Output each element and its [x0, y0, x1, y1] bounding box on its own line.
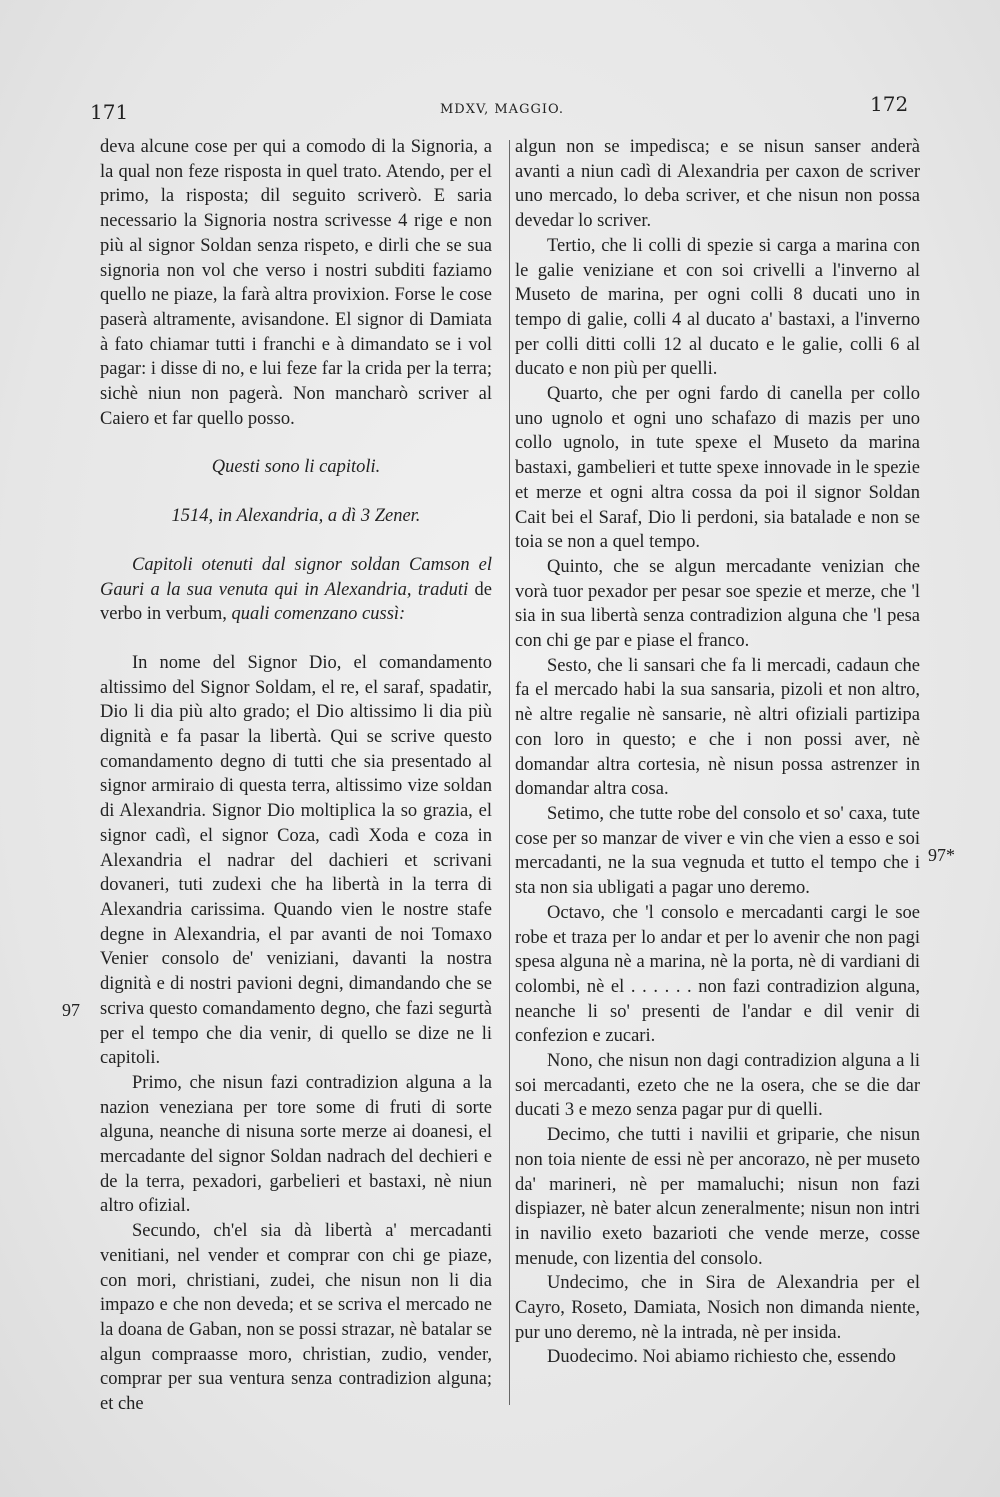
- paragraph: Quinto, che se algun mercadante venizian che vorà tuor pexador per pesar soe spezie et merze, che 'l sia in sua libertà senza contradizion alguna che 'l pesa con chi ge par e piase el franco.: [515, 556, 920, 652]
- paragraph: Duodecimo. Noi abiamo richiesto che, essendo: [547, 1347, 896, 1368]
- paragraph: Setimo, che tutte robe del consolo et so' caxa, tute cose per so manzar de viver e vin che vien a esso e soi mercadanti, ne la sua vegnuda et tutto el tempo che i sta non sia ubligati a pagar uno deremo.: [515, 803, 920, 899]
- paragraph: algun non se impedisca; e se nisun sanser anderà avanti a niun cadì di Alexandria per caxon de scriver uno mercado, lo deba scriver, et che nisun non possa devedar lo scriver.: [515, 137, 920, 232]
- paragraph: In nome del Signor Dio, el comandamento altissimo del Signor Soldam, el re, el saraf, spadatir, Dio li dia più alto grado; el Dio altissimo li dia più dignità e fa pasar la libertà. Qui se scrive questo comandamento degno di tutti che sia presentado al signor armiraio di questa terra, altissimo vize soldan di Alexandria. Signor Dio moltiplica la so grazia, el signor cadì, el signor Coza, cadì Xoda e coza in Alexandria el nadrar del dachieri et scrivani dovaneri, tuti zudexi che ha libertà in la terra di Alexandria carissima. Quando vien le nostre stafe degne in Alexandria, el par avanti de noi Tomaxo Venier consolo de' veniziani, davanti la nostra dignità e di nostri pavioni degni, dimandando che se scriva questo comandamento degno, che fazi segurtà per el tempo che dia venir, di quello se dize ne li capitoli.: [100, 652, 492, 1069]
- running-title: MDXV, MAGGIO.: [440, 102, 565, 117]
- section-heading: Questi sono li capitoli.: [211, 457, 381, 478]
- paragraph: Primo, che nisun fazi contradizion alguna a la nazion veneziana per tore some di fruti di sorte alguna, neanche di nisuna sorte merze ai doanesi, el mercadante del signor Soldan nadrach del dechieri e de la terra, pexadori, garbelieri et bastaxi, nè niun altro ofizial.: [100, 1072, 492, 1217]
- page-number-right: 172: [870, 92, 909, 116]
- paragraph: Quarto, che per ogni fardo di canella per collo uno ugnolo et ogni uno schafazo di mazis per uno collo ugnolo, in tute spexe el Museto da marina bastaxi, gambelieri et tutte spexe innovade in le spezie et merze et ogni altra cossa da poi il signor Soldan Cait bei el Saraf, Dio li perdoni, sia batalade e non se toia se non a quel tempo.: [515, 384, 920, 553]
- paragraph: Decimo, che tutti i navilii et griparie, che nisun non toia niente de essi nè per ancorazo, nè per museto da' marineri, nè per mamaluchi; nisun non fazi dispiazer, nè bater alcun zeneralmente; nisun non intri in navilio exeto bazarioti che vende merze, cosse menude, con lizentia del consolo.: [515, 1125, 920, 1269]
- margin-note-left: 97: [62, 1000, 80, 1020]
- left-column: [100, 135, 492, 1417]
- paragraph: Octavo, che 'l consolo e mercadanti cargi le soe robe et traza per lo andar et per lo avenir che non pagi spesa alguna nè a marina, nè la porta, nè di vardiani di colombi, nè el . . . . . . non fazi contradizion alguna, neanche li so' presenti de l'andar e dil venir di confezion e zucari.: [515, 902, 920, 1047]
- paragraph: Undecimo, che in Sira de Alexandria per el Cayro, Roseto, Damiata, Nosich non dimanda niente, pur uno deremo, nè la intrada, nè per insida.: [515, 1273, 920, 1343]
- paragraph: deva alcune cose per qui a comodo di la Signoria, a la qual non feze risposta in quel trato. Atendo, per el primo, la risposta; dil seguito scriverò. E saria necessario la Signoria nostra scrivesse 4 rige e non più al signor Soldan senza rispeto, e dirli che se sua signoria non vol che verso i nostri subditi faziamo quello ne piaze, la farà altra provixion. Forse le cose paserà altramente, avisandone. El signor di Damiata à fato chiamar tutti i franchi e à dimandato se i vol pagar: i disse di no, e lui feze far la crida per la terra; sichè niun non pagerà. Non mancharò scriver al Caiero et far quello posso.: [100, 137, 492, 429]
- date-heading: 1514, in Alexandria, a dì 3 Zener.: [171, 506, 421, 527]
- running-head: [0, 92, 1000, 130]
- margin-note-right: 97*: [928, 845, 955, 865]
- page-number-left: 171: [90, 100, 129, 124]
- intro-italic-a: Capitoli otenuti dal signor soldan Camson el Gauri a la sua venuta qui in Alexandria, traduti: [100, 554, 492, 600]
- column-divider: [509, 140, 510, 1405]
- paragraph: Nono, che nisun non dagi contradizion alguna a li soi mercadanti, ezeto che ne la osera, che se die dar ducati 3 e mezo senza pagar pur di quelli.: [515, 1051, 920, 1121]
- paragraph: Sesto, che li sansari che fa li mercadi, cadaun che fa el mercado habi la sua sansaria, pizoli et non altro, nè altre regalie nè sansarie, nè altri ofiziali partizipa con loro in questo; e che i non possi aver, nè domandar altra cortesia, nè nisun possa astrenzer in domandar altra cosa.: [515, 655, 920, 800]
- paragraph: Tertio, che li colli di spezie si carga a marina con le galie veniziane et con soi crivelli a l'inverno al Museto de marina, per ogni colli 8 ducati uno in tempo di galie, colli 4 al ducato a' bastaxi, a l'inverno per colli ditti colli 12 al ducato e le galie, colli 6 al ducato e non più per quelli.: [515, 235, 920, 380]
- intro-paragraph: [100, 553, 492, 627]
- intro-roman: de verbo in verbum,: [100, 579, 492, 625]
- paragraph: Secundo, ch'el sia dà libertà a' mercadanti venitiani, nel vender et comprar con chi ge piaze, con mori, christiani, zudei, che nisun non li dia impazo e che non deveda; et se scriva el mercado ne la doana de Gaban, non se possi strazar, nè batalar se algun compraasse moro, christian, zudio, vender, comprar per sua ventura senza contradizion alguna; et che: [100, 1221, 492, 1415]
- right-column: [515, 135, 920, 1370]
- intro-italic-c: quali comenzano cussì:: [231, 604, 406, 625]
